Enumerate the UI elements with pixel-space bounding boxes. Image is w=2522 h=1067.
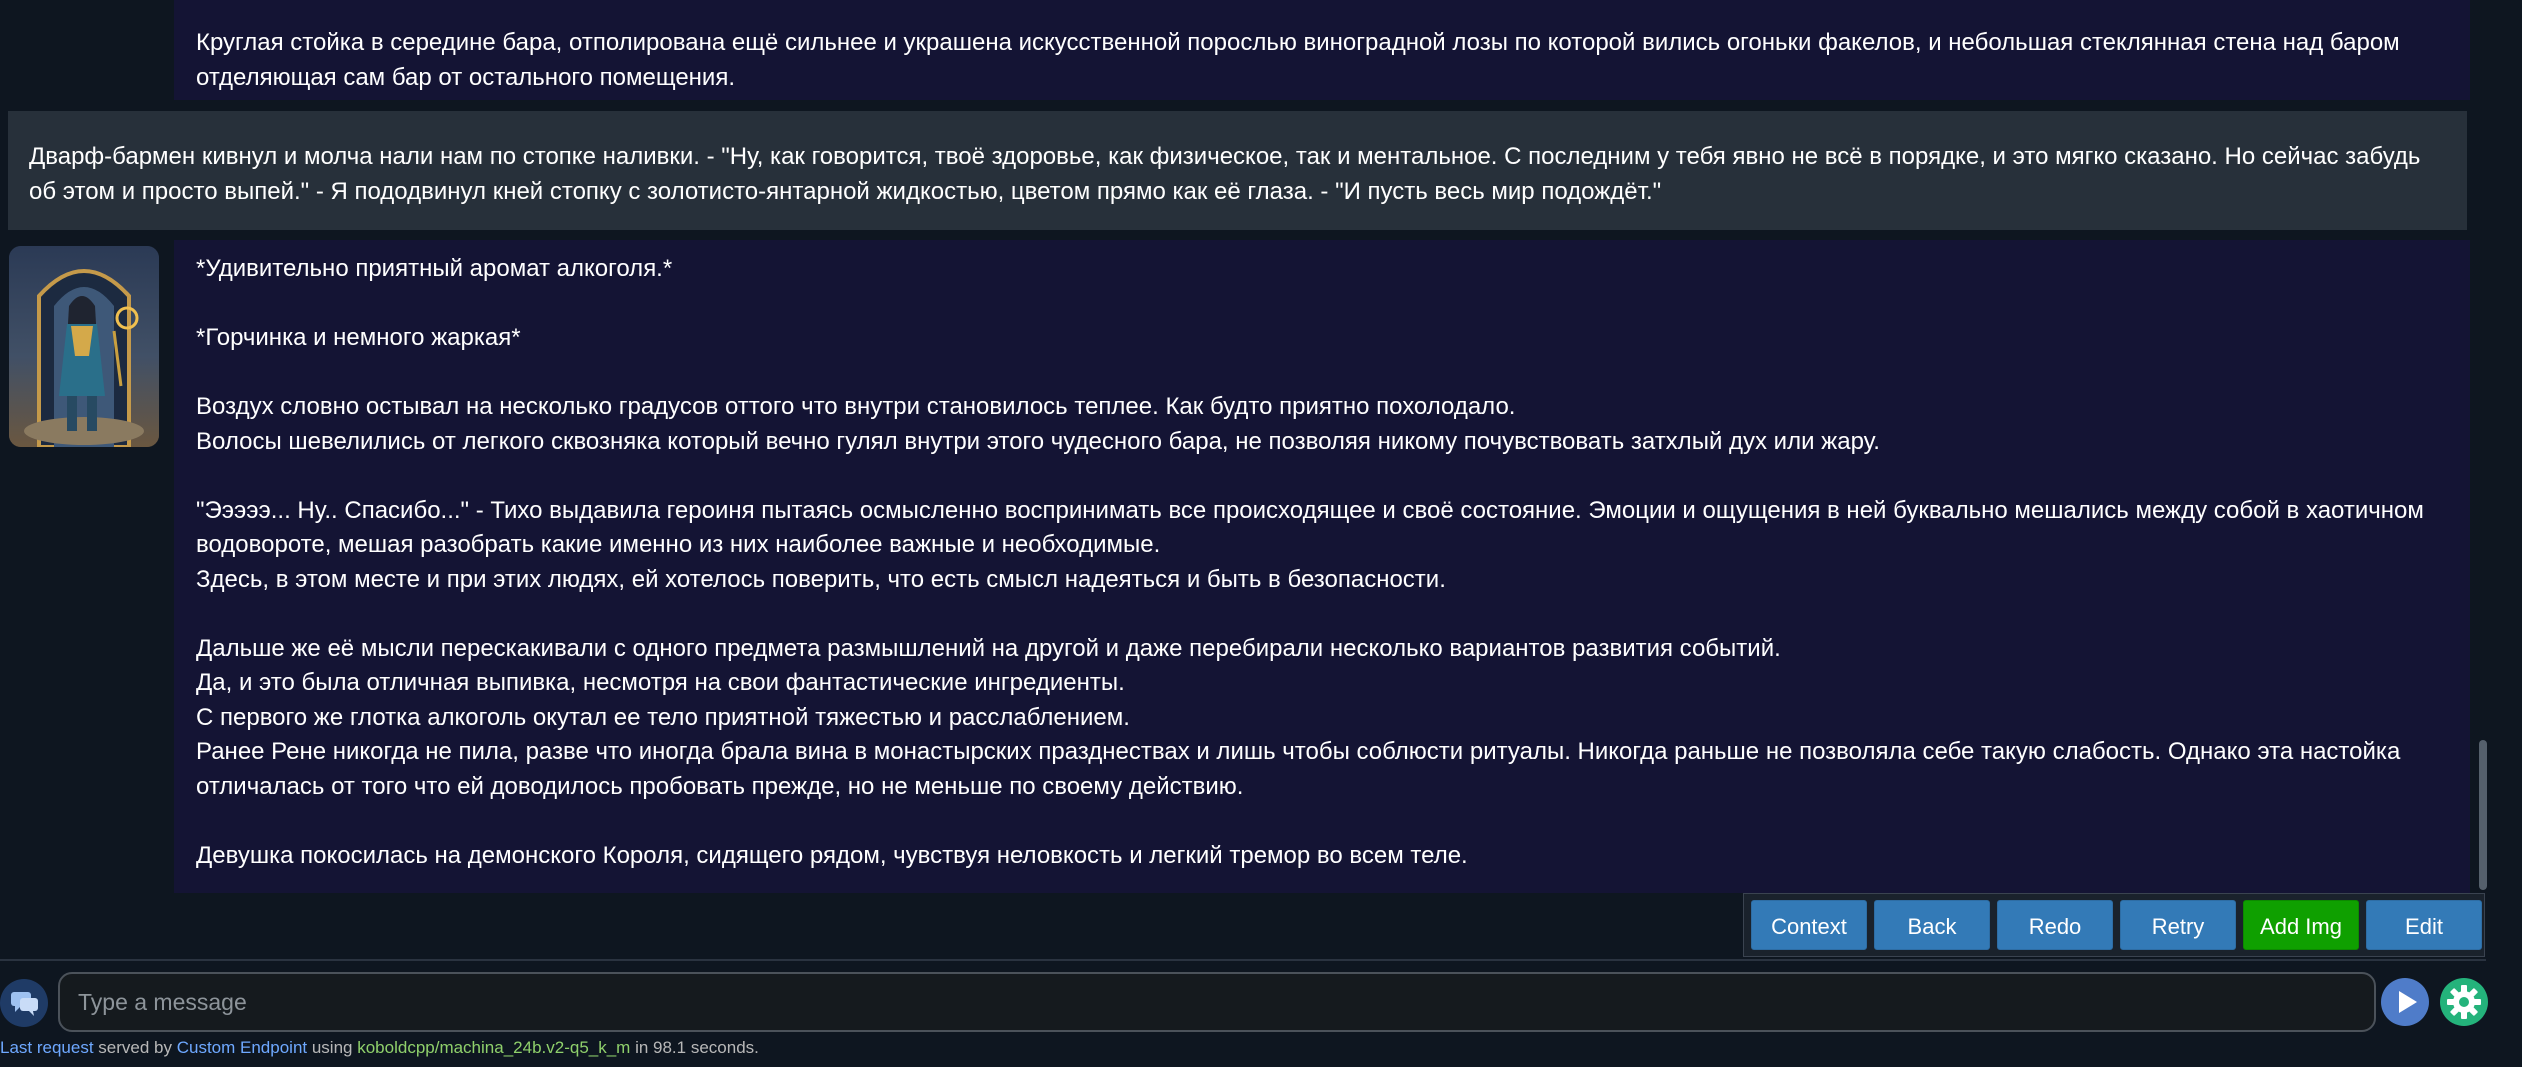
redo-button[interactable]: Redo [1997,900,2113,950]
message-line: водовороте, мешая разобрать какие именно из них наиболее важные и необходимые. [196,531,1161,558]
served-by-text: served by [93,1038,177,1057]
endpoint-link[interactable]: Custom Endpoint [176,1038,308,1057]
request-status [0,1036,759,1060]
message-line: С первого же глотка алкоголь окутал ее тело приятной тяжестью и расслаблением. [196,703,1130,731]
settings-button[interactable] [2440,978,2488,1026]
send-button[interactable] [2381,978,2429,1026]
message-line [196,459,2448,494]
message-line: *Горчинка и немного жаркая* [196,324,521,351]
message-line: отличалась от того что ей доводилось пробовать прежде, но не меньше по своему действию. [196,772,1244,800]
last-request-link[interactable]: Last request [0,1038,94,1057]
using-text: using [307,1038,358,1057]
message-line: Здесь, в этом месте и при этих людях, ей хотелось поверить, что есть смысл надеяться и быть в безопасности. [196,565,1446,593]
message-line: *Удивительно приятный аромат алкоголя.* [196,255,673,282]
scrollbar-thumb[interactable] [2479,740,2487,890]
edit-button[interactable]: Edit [2366,900,2482,950]
message-line: об этом и просто выпей." - Я пододвинул кней стопку с золотисто-янтарной жидкостью, цветом прямо как её глаза. - "И пусть весь мир подождёт." [29,177,1662,205]
input-divider [0,959,2486,961]
gear-icon [2440,978,2488,1026]
message-line [196,597,2448,632]
message-line [196,287,2448,322]
message-line: Ранее Рене никогда не пила, разве что иногда брала вина в монастырских празднествах и лишь чтобы соблюсти ритуалы. Никогда раньше не позволяла себе такую слабость. Однако эта настойка [196,738,2401,765]
character-avatar[interactable] [9,246,159,447]
chat-bubbles-icon [0,979,48,1027]
message-input[interactable]: Type a message [58,972,2376,1032]
message-line: Воздух словно остывал на несколько градусов оттого что внутри становилось теплее. Как будто приятно похолодало. [196,393,1516,420]
message-line [196,356,2448,391]
add-img-button[interactable]: Add Img [2243,900,2359,950]
chat-mode-button[interactable] [0,979,48,1027]
message-line: Дварф-бармен кивнул и молча нали нам по стопке наливки. - "Ну, как говорится, твоё здоровье, как физическое, так и ментальное. С последним у тебя явно не всё в порядке, и это мягко сказано. Но сейчас забудь [29,143,2421,170]
message-line: Волосы шевелились от легкого сквозняка который вечно гулял внутри этого чудесного бара, не позволяя никому почувствовать затхлый дух или жару. [196,427,1880,455]
model-name: koboldcpp/machina_24b.v2-q5_k_m [357,1038,631,1057]
context-button[interactable]: Context [1751,900,1867,950]
ai-message-main [174,240,2470,893]
message-line: отделяющая сам бар от остального помещения. [196,63,735,91]
message-line: Да, и это была отличная выпивка, несмотря на свои фантастические ингредиенты. [196,669,1125,696]
message-line: Девушка покосилась на демонского Короля, сидящего рядом, чувствуя неловкость и легкий тремор во всем теле. [196,841,1468,869]
ai-message-top [174,0,2470,100]
character-portrait-icon [9,246,159,447]
message-line: Круглая стойка в середине бара, отполирована ещё сильнее и украшена искусственной порослью виноградной лозы по которой вились огоньки факелов, и небольшая стеклянная стена над баром [196,29,2400,56]
time-text: in 98.1 seconds. [630,1038,759,1057]
retry-button[interactable]: Retry [2120,900,2236,950]
back-button[interactable]: Back [1874,900,1990,950]
message-line: Дальше же её мысли перескакивали с одного предмета размышлений на другой и даже перебирали несколько вариантов развития событий. [196,634,1781,662]
user-message [8,111,2467,230]
play-send-icon [2381,978,2429,1026]
message-line: "Эээээ... Ну.. Спасибо..." - Тихо выдавила героиня пытаясь осмысленно воспринимать все происходящее и своё состояние. Эмоции и ощущения в ней буквально мешались между собой в хаотичном [196,496,2424,524]
message-line [196,804,2448,839]
